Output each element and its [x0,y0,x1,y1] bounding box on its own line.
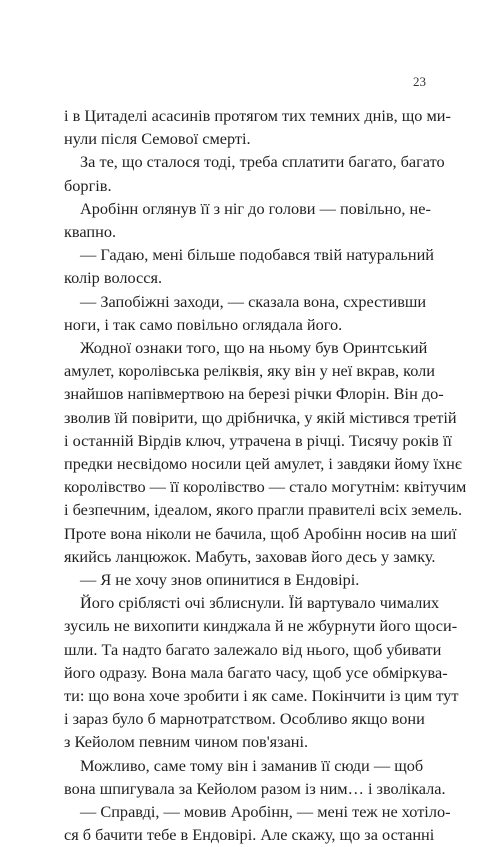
text-line: ти: що вона хоче зробити і як саме. Покінчити із цим тут [64,686,459,706]
text-line: боргів. [64,175,112,195]
text-line: Можливо, саме тому він і заманив її сюди — щоб [80,755,424,775]
text-line: королівство — її королівство — стало могутнім: квітучим [64,477,467,497]
text-line: — Запобіжні заходи, — сказала вона, схрестивши [80,291,427,311]
text-line: колір волосся. [64,268,163,288]
text-line: зволив їй повірити, що дрібничка, у якій містився третій [64,407,457,427]
text-line: і безпечним, ідеалом, якого прагли правителі всіх земель. [64,500,463,520]
text-line: амулет, королівська реліквія, яку він у неї вкрав, коли [64,361,436,381]
text-line: Проте вона ніколи не бачила, щоб Аробінн носив на шиї [64,523,457,543]
text-line: Його сріблясті очі зблиснули. Їй вартувало чималих [80,593,440,613]
body-text [64,104,467,847]
text-line: якийсь ланцюжок. Мабуть, заховав його десь у замку. [64,546,436,566]
text-line: ноги, і так само повільно оглядала його. [64,314,343,334]
text-line: з Кейолом певним чином пов'язані. [64,732,309,752]
text-line: предки несвідомо носили цей амулет, і завдяки йому їхнє [64,454,462,474]
text-line: знайшов напівмертвою на березі річки Флорін. Він до- [64,384,444,404]
text-line: квапно. [64,222,117,242]
text-line: і останній Вірдів ключ, утрачена в річці. Тисячу років її [64,430,452,450]
text-line: — Я не хочу знов опинитися в Ендовірі. [80,570,360,590]
text-line: Аробінн оглянув її з ніг до голови — повільно, не- [80,198,431,218]
text-line: вона шпигувала за Кейолом разом із ним… і зволікала. [64,778,446,798]
text-line: зусиль не вихопити кинджала й не жбурнути його щоси- [64,616,458,636]
text-line: За те, що сталося тоді, треба сплатити багато, багато [80,152,445,172]
text-line: — Гадаю, мені більше подобався твій натуральний [80,245,434,265]
text-line: — Справді, — мовив Аробінн, — мені теж не хотіло- [80,802,451,822]
text-line: і в Цитаделі асасинів протягом тих темних днів, що ми- [64,106,451,125]
page-number: 23 [413,74,426,89]
text-line: його одразу. Вона мала багато часу, щоб усе обміркува- [64,662,448,682]
text-line: Жодної ознаки того, що на ньому був Оринтський [80,338,428,358]
text-line: нули після Семової смерті. [64,129,251,149]
text-line: і зараз було б марнотратством. Особливо якщо вони [64,709,425,729]
text-line: шли. Та надто багато залежало від нього, щоб убивати [64,639,442,659]
text-line: ся б бачити тебе в Ендовірі. Але скажу, що за останні [64,825,435,845]
